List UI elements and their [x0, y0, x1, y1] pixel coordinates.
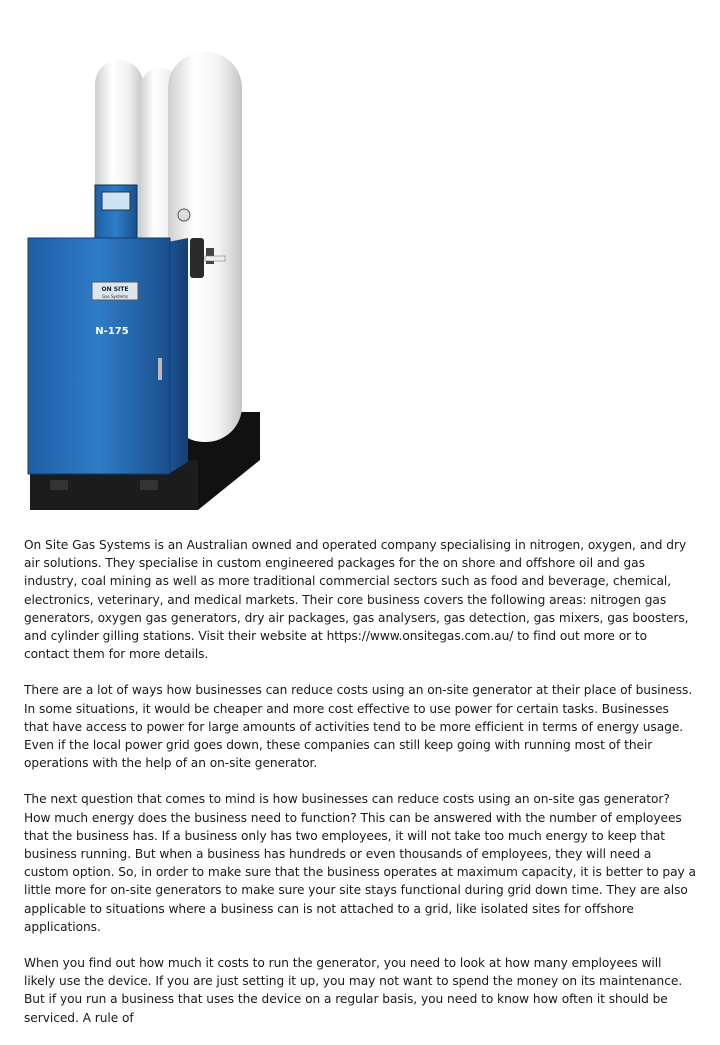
generator-photo: [20, 40, 270, 520]
article-paragraph: The next question that comes to mind is how businesses can reduce costs using an on-site gas generator? How much energy does the business need to function? This can be answered with the number of employees that the business has. If a business only has two employees, it will not take too much energy to keep that business running. But when a business has hundreds or even thousands of employees, they will need a custom option. So, in order to make sure that the business operates at maximum capacity, it is better to pay a little more for on-site generators to make sure your site stays functional during grid down time. They are also applicable to situations where a business can is not attached to a grid, like isolated sites for offshore applications.: [24, 792, 696, 934]
article-paragraph: On Site Gas Systems is an Australian owned and operated company specialising in nitrogen, oxygen, and dry air solutions. They specialise in custom engineered packages for the on shore and offshore oil and gas industry, coal mining as well as more traditional commercial sectors such as food and beverage, chemical, electronics, veterinary, and medical markets. Their core business covers the following areas: nitrogen gas generators, oxygen gas generators, dry air packages, gas analysers, gas detection, gas mixers, gas boosters, and cylinder gilling stations. Visit their website at https://www.onsitegas.com.au/ to find out more or to contact them for more details.: [24, 538, 689, 662]
brand-plate-sub-label: Gas Systems: [102, 294, 128, 299]
article-body: [24, 536, 696, 1045]
brand-plate-label: ON SITE: [101, 286, 129, 293]
unit-model-label: N-175: [95, 326, 129, 337]
nitrogen-generator-illustration: [20, 40, 270, 520]
article-paragraph: When you find out how much it costs to run the generator, you need to look at how many employees will likely use the device. If you are just setting it up, you may not want to spend the money on its maintenance. But if you run a business that uses the device on a regular basis, you need to know how often it should be serviced. A rule of: [24, 956, 683, 1025]
article-paragraph: There are a lot of ways how businesses can reduce costs using an on-site generator at their place of business. In some situations, it would be cheaper and more cost effective to use power for certain tasks. Businesses that have access to power for large amounts of activities tend to be more efficient in terms of energy usage. Even if the local power grid goes down, these companies can still keep going with running most of their operations with the help of an on-site generator.: [24, 683, 693, 771]
